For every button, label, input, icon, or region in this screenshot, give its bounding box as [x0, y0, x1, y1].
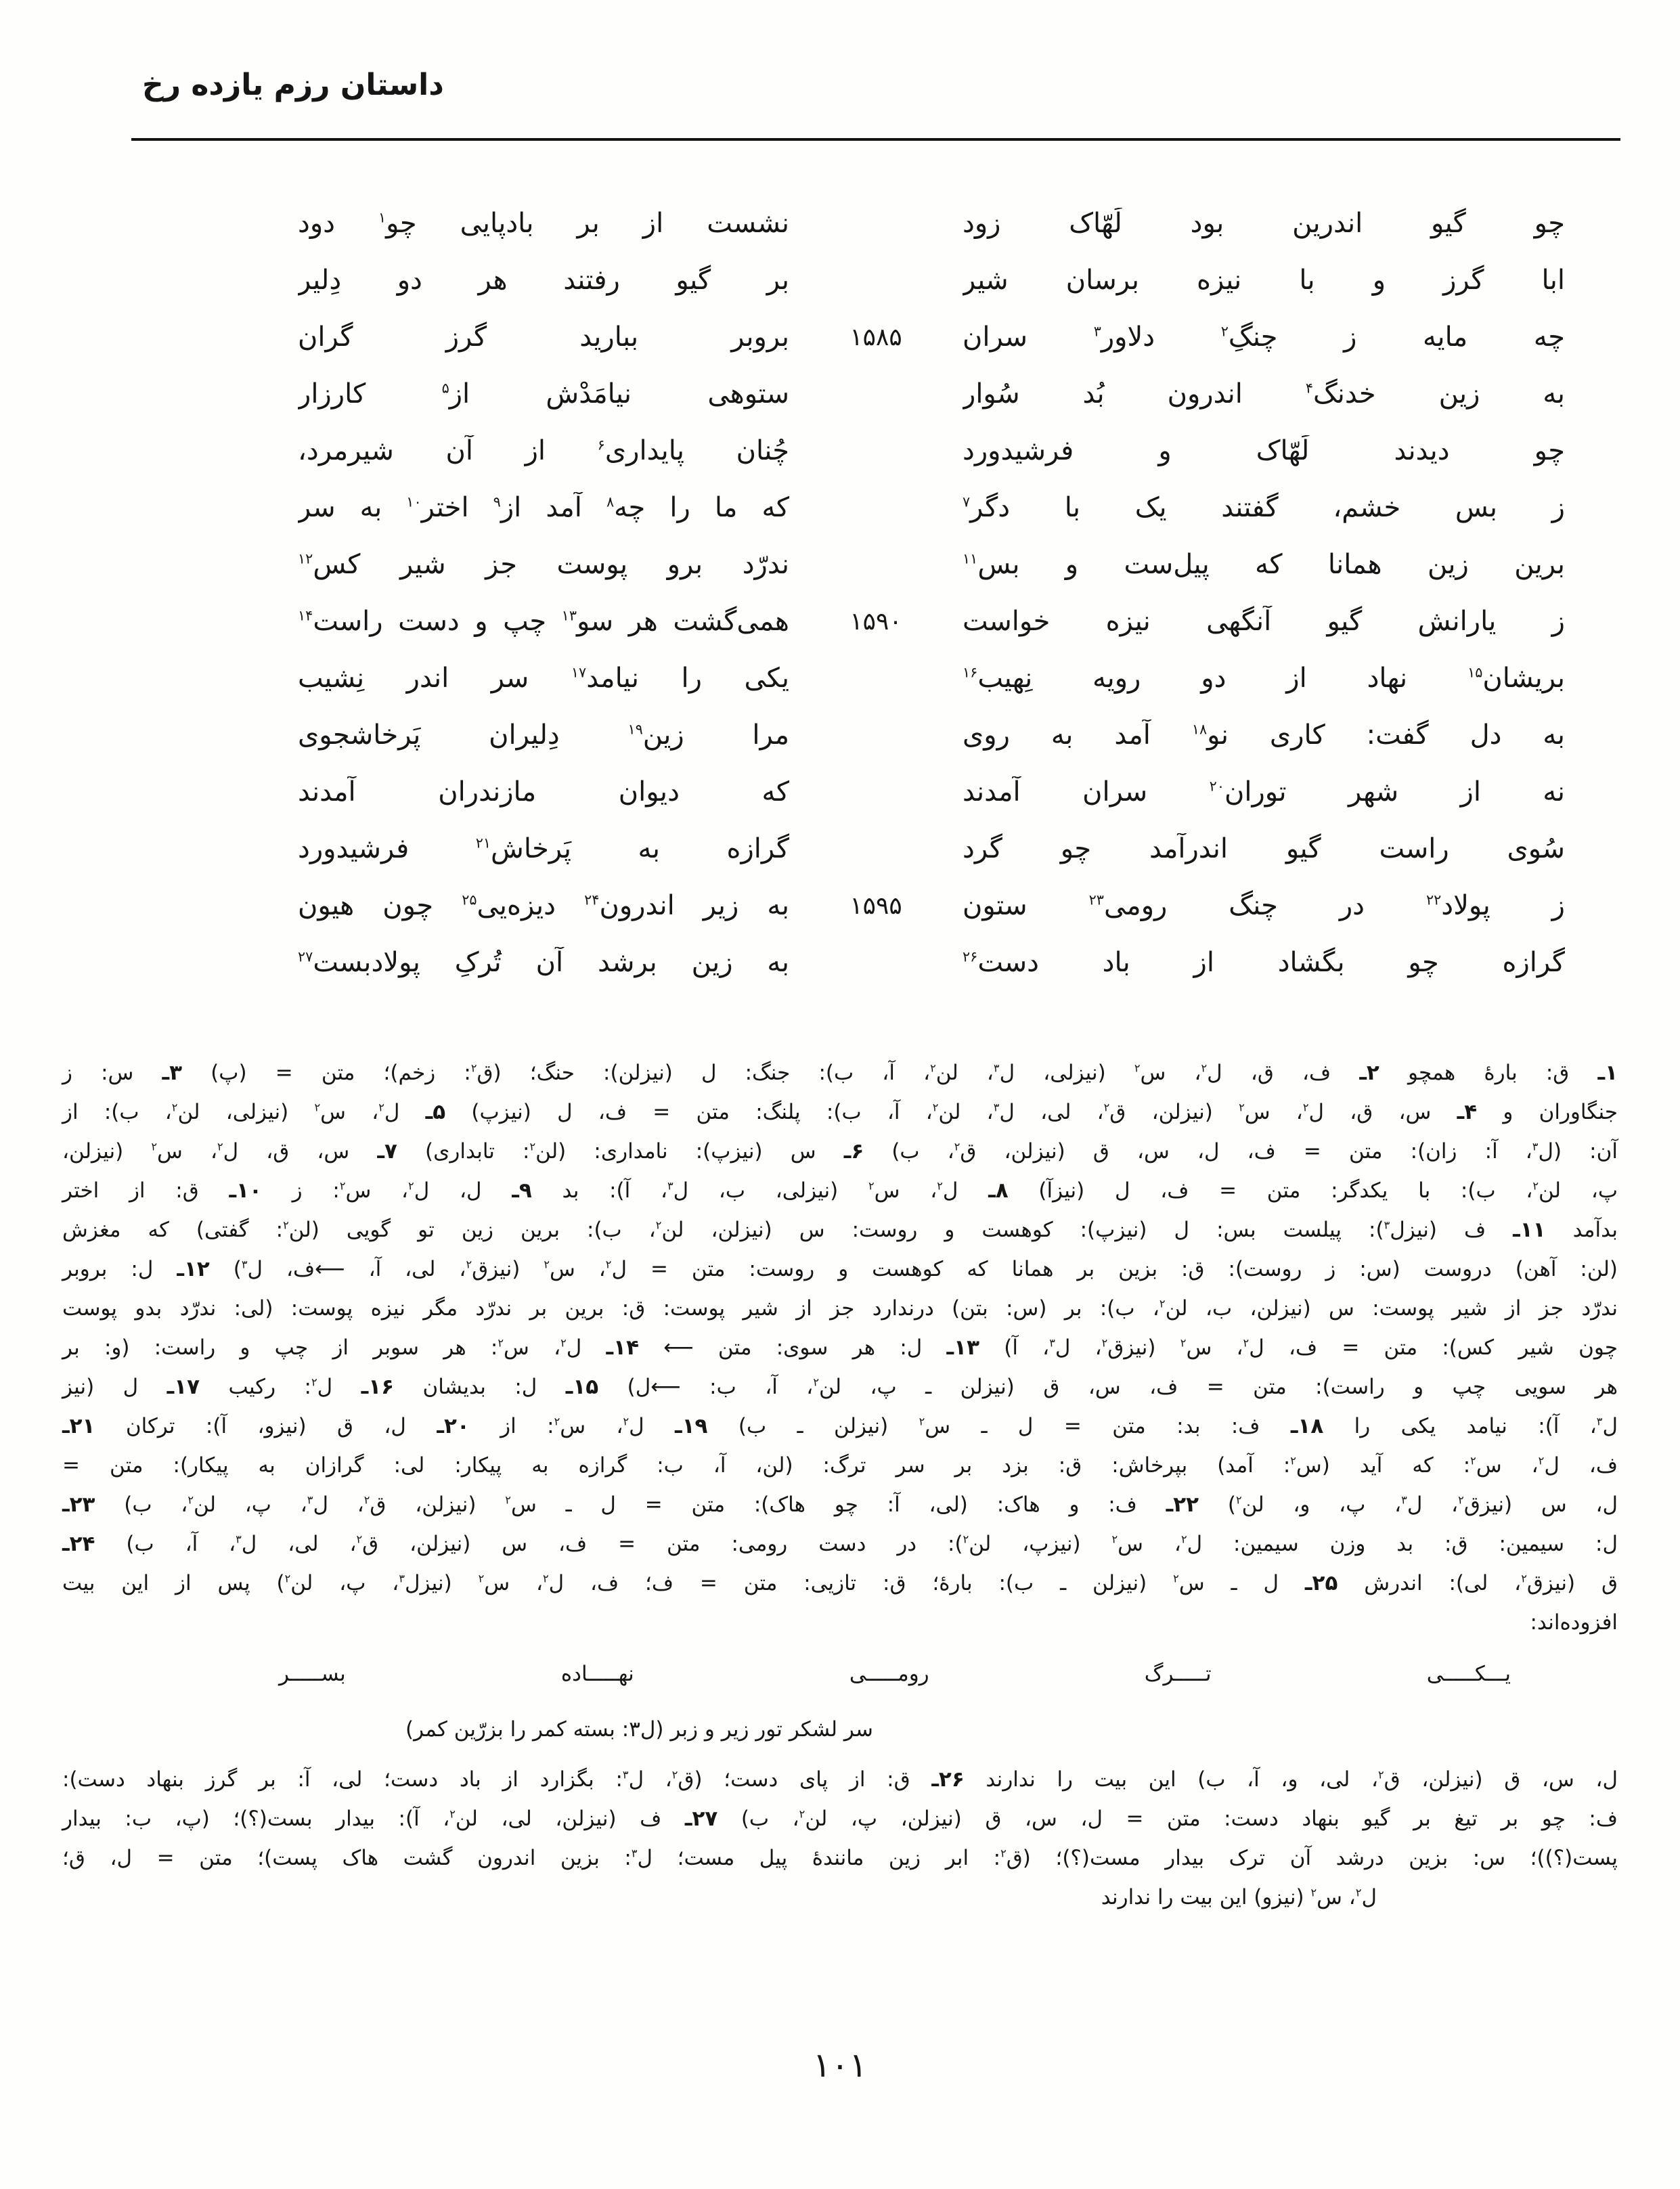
hemistich-second: به زیر اندرون$^{۲۴}$ دیزه‌یی$^{۲۵}$ چون هیون [298, 890, 789, 921]
hemistich-second: مرا زین$^{۱۹}$ دِلیران پَرخاشجوی [298, 720, 789, 751]
apparatus-line: بدآمد ۱۱ـ ف (نیزل$^۳$): پیلست بس: ل (نیزپ): کوهست و روست: س (نیزلن، لن$^۲$، ب): برین زین تو گویی (لن$^۲$: گفتی) که مغزش [62, 1218, 1618, 1242]
hemistich-first: به دل گفت: کاری نو$^{۱۸}$ آمد به روی [963, 720, 1565, 751]
verse-row [0, 877, 1565, 934]
hemistich-first: برین زین همانا که پیل‌ست و بس$^{۱۱}$ [963, 549, 1565, 580]
hemistich-first: ز یارانش گیو آنگهی نیزه خواست [963, 606, 1565, 637]
header-rule [131, 138, 1620, 141]
hemistich-second: که ما را چه$^۸$ آمد از$^۹$ اختر$^{۱۰}$ به سر [298, 492, 789, 523]
apparatus-line: چون شیر کس): متن = ف، ل$^۲$، س$^۲$ (نیزق$^۲$، ل$^۳$، آ) ۱۳ـ ل: هر سوی: متن ⟵ ۱۴ـ ل$^۲$، س$^۲$: هر سوبر از چپ و راست: (و: بر [62, 1335, 1618, 1360]
hemistich-first: گرازه چو بگشاد از باد دست$^{۲۶}$ [963, 947, 1565, 978]
apparatus-line: ل، س (نیزق$^۲$، ل$^۳$، پ، و، لن$^۲$) ۲۲ـ ف: و هاک: (لی، آ: چو هاک): متن = ل ـ س$^۲$ (نیزلن، ق$^۲$، ل$^۳$، پ، لن$^۲$، ب) ۲۳ـ [62, 1492, 1618, 1517]
apparatus-line: آن: (ل$^۳$، آ: زان): متن = ف، ل، س، ق (نیزلن، ق$^۲$، ب) ۶ـ س (نیزپ): نامداری: (لن$^۲$: تابداری) ۷ـ س، ق، ل$^۲$، س$^۲$ (نیزلن، [62, 1139, 1618, 1164]
verse-row [0, 707, 1565, 764]
hemistich-second: چُنان پایداری$^۶$ از آن شیرمرد، [298, 435, 789, 466]
hemistich-first: چه مایه ز چنگِ$^۲$ دلاور$^۳$ سران [963, 322, 1565, 353]
apparatus-line: هر سویی چپ و راست): متن = ف، س، ق (نیزلن ـ پ، لن$^۲$، آ، ب: ⟵ل) ۱۵ـ ل: بدیشان ۱۶ـ ل$^۲$: رکیب ۱۷ـ ل (نیز [62, 1375, 1618, 1399]
hemistich-second: گرازه به پَرخاشِ$^{۲۱}$ فرشیدورد [298, 833, 789, 864]
hemistich-first: ز بس خشم، گفتند یک با دگر$^۷$ [963, 492, 1565, 523]
hemistich-second: نشست از برِ بادپایی چو$^۱$ دود [298, 208, 789, 239]
hemistich-second: ستوهی نیامَدْش از$^۵$ کارزار [298, 378, 789, 410]
apparatus-line: افزوده‌اند: [1530, 1610, 1618, 1635]
apparatus-line: ل: سیمین: ق: بد وزن سیمین: ل$^۲$، س$^۲$ (نیزپ، لن$^۲$): در دست رومی: متن = ف، س (نیزلن، ق$^۲$، لی، ل$^۳$، آ، ب) ۲۴ـ [62, 1532, 1618, 1556]
apparatus-line: ق (نیزق$^۲$، لی): اندرش ۲۵ـ ل ـ س$^۲$ (نیزلن ـ ب): بارهٔ؛ ق: تازیی: متن = ف؛ ف، ل$^۲$، س$^۲$ (نیزل$^۳$، پ، لن$^۲$) پس از این بیت [62, 1571, 1618, 1595]
apparatus-line: ف، ل$^۲$، س$^۲$: که آید (س$^۲$: آمد) بپرخاش: ق: بزد بر سر ترگ: (لن، آ، ب: گرازه به پیکار: لی: گرازان به پیکار): متن = [62, 1453, 1618, 1478]
verse-row [0, 593, 1565, 650]
apparatus-added-verse: سر لشکر تور زیر و زبر (ل۳: بسته کمر را بزرّین کمر) [405, 1717, 873, 1742]
verse-row [0, 934, 1565, 991]
poem-section [0, 195, 1680, 991]
hemistich-first: نه از شهر توران$^{۲۰}$ سران آمدند [963, 776, 1565, 808]
apparatus-added-verse: یـــکـــــی تـــــرگ رومـــــی نهـــــاده بســـــر [279, 1662, 1511, 1686]
hemistich-second: که دیوانِ مازندران آمدند [298, 776, 789, 808]
verse-number: ۱۵۸۵ [849, 323, 902, 351]
hemistich-first: ز پولاد$^{۲۲}$ در چنگ رومی$^{۲۳}$ ستون [963, 890, 1565, 921]
verse-row [0, 195, 1565, 252]
verse-row [0, 764, 1565, 820]
apparatus-line: پ، لن$^۲$، ب): با یکدگر: متن = ف، ل (نیزآ) ۸ـ ل$^۲$، س$^۲$ (نیزلی، ب، ل$^۳$، آ): بد ۹ـ ل، ل$^۲$، س$^۲$: ز ۱۰ـ ق: از اختر [62, 1178, 1618, 1203]
verse-row [0, 366, 1565, 422]
hemistich-first: سُوی راست گیو اندرآمد چو گرد [963, 833, 1565, 864]
apparatus-line: ل$^۲$، س$^۲$ (نیزو) این بیت را ندارند [1101, 1885, 1377, 1909]
verse-row [0, 479, 1565, 536]
hemistich-second: بروبر ببارید گرز گران [298, 322, 789, 353]
hemistich-second: برِ گیو رفتند هر دو دِلیر [298, 265, 789, 296]
apparatus-line: ل، س، ق (نیزلن، ق$^۲$، لی، و، آ، ب) این بیت را ندارند ۲۶ـ ق: از پای دست؛ (ق$^۲$، ل$^۳$: بگزارد از باد دست؛ لی، آ: بر گرز بنهاد دست): [62, 1767, 1618, 1792]
hemistich-first: بریشان$^{۱۵}$ نهاد از دو رویه نِهیب$^{۱۶}$ [963, 663, 1565, 694]
verse-number: ۱۵۹۰ [849, 607, 902, 636]
hemistich-second: ندرّد برو پوست جز شیر کس$^{۱۲}$ [298, 549, 789, 580]
verse-row [0, 309, 1565, 366]
apparatus-line: ل$^۳$، آ): نیامد یکی را ۱۸ـ ف: بد: متن = ل ـ س$^۲$ (نیزلن ـ ب) ۱۹ـ ل$^۲$، س$^۲$: از ۲۰ـ ل، ق (نیزو، آ): ترکان ۲۱ـ [62, 1414, 1618, 1438]
verse-number: ۱۵۹۵ [849, 891, 902, 920]
apparatus-line: جنگاوران و ۴ـ س، ق، ل$^۲$، س$^۲$ (نیزلن، ق$^۲$، لی، ل$^۳$، لن$^۲$، آ، ب): پلنگ: متن = ف، ل (نیزپ) ۵ـ ل$^۲$، س$^۲$ (نیزلی، لن$^۲$، ب): از [62, 1100, 1618, 1124]
hemistich-second: همی‌گشت هر سو$^{۱۳}$ چپ و دست راست$^{۱۴}$ [298, 606, 789, 637]
hemistich-first: چو دیدند لَهّاک و فرشیدورد [963, 435, 1565, 466]
apparatus-line: ندرّد جز از شیر پوست: س (نیزلن، ب، لن$^۲$، ب): بر (س: بتن) درندارد جز از شیر پوست: ق: برین بر ندرّد مگر نیزه پوست: (لی: ندرّد بدو پوست [62, 1296, 1618, 1321]
verse-row [0, 650, 1565, 707]
apparatus-line: (لن: آهن) دروست (س: ز روست): ق: بزین بر همانا که کوهست و روست: متن = ل$^۲$، س$^۲$ (نیزق$^۲$، لی، آ، ⟵ف، ل$^۳$) ۱۲ـ ل: بروبر [62, 1257, 1618, 1281]
verse-row [0, 536, 1565, 593]
hemistich-first: چو گیو اندرین بود لَهّاک زود [963, 208, 1565, 239]
verse-row [0, 422, 1565, 479]
hemistich-first: به زین خدنگ$^۴$ اندرون بُد سُوار [963, 378, 1565, 410]
hemistich-first: ابا گرز و با نیزه برسان شیر [963, 265, 1565, 296]
apparatus-line: ف: چو بر تیغ بر گیو بنهاد دست: متن = ل، س، ق (نیزلن، پ، لن$^۲$، ب) ۲۷ـ ف (نیزلن، لی، لن$^۲$، آ): بیدار بست(؟)؛ (پ، ب: بیدار [62, 1807, 1618, 1831]
hemistich-second: به زین برشد آن تُرکِ پولادبست$^{۲۷}$ [298, 947, 789, 978]
apparatus-line: پست(؟))؛ س: بزین درشد آن ترک بیدار مست(؟)؛ (ق$^۲$: ابر زین مانندهٔ پیل مست؛ ل$^۳$: بزین اندرون گشت هاک پست)؛ متن = ل، ق؛ [62, 1846, 1618, 1870]
critical-apparatus [62, 1053, 1618, 1917]
apparatus-line: ۱ـ ق: بارهٔ همچو ۲ـ ف، ق، ل$^۲$، س$^۲$ (نیزلی، ل$^۳$، لن$^۲$، آ، ب): جنگ: ل (نیزلن): حنگ؛ (ق$^۲$: زخم)؛ متن = (پ) ۳ـ س: ز [62, 1061, 1618, 1085]
page-number: ۱۰۱ [812, 2046, 868, 2085]
verse-row [0, 252, 1565, 309]
hemistich-second: یکی را نیامد$^{۱۷}$ سر اندر نِشیب [298, 663, 789, 694]
verse-row [0, 820, 1565, 877]
page-title: داستان رزم یازده رخ [142, 68, 444, 102]
